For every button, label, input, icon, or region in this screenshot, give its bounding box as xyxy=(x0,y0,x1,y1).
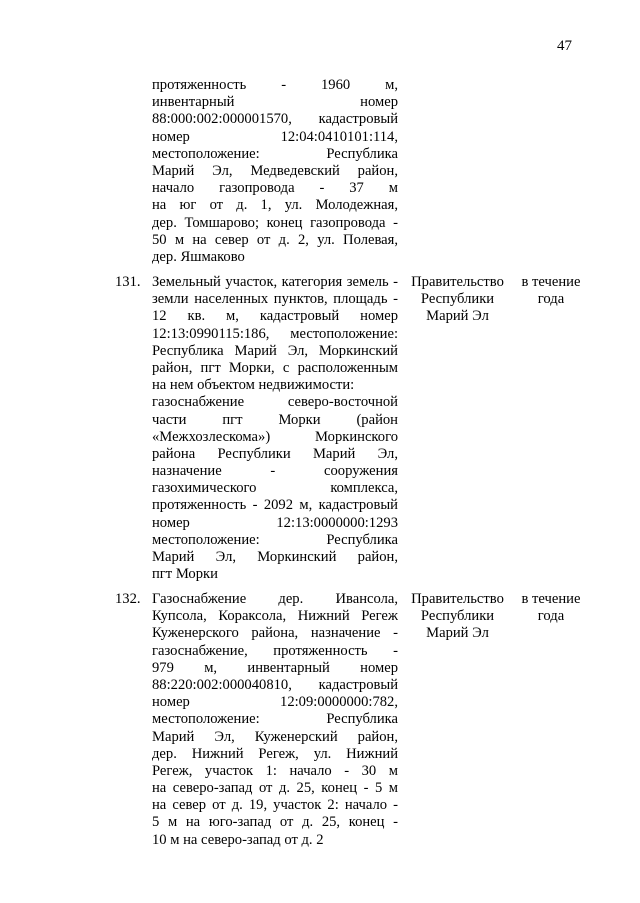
description-line: Купсола, Кораксола, Нижний Регеж xyxy=(152,608,398,625)
description-line: район, пгт Морки, с расположенным xyxy=(152,359,398,376)
responsible-line: Правительство xyxy=(411,274,504,290)
description-line: газоснабжение, протяженность - xyxy=(152,642,398,659)
entry-132-responsible xyxy=(405,591,510,643)
description-line: газоснабжение северо-восточной xyxy=(152,394,398,411)
description-line: на север от д. 19, участок 2: начало - xyxy=(152,797,398,814)
description-line: «Межхозлескома») Моркинского xyxy=(152,428,398,445)
description-line: 10 м на северо-запад от д. 2 xyxy=(152,831,324,848)
term-line: года xyxy=(537,291,565,308)
description-line: Марий Эл, Медведевский район, xyxy=(152,162,398,179)
description-line: 12 кв. м, кадастровый номер xyxy=(152,308,398,325)
responsible-line: Республики xyxy=(420,291,495,308)
description-line: местоположение: Республика xyxy=(152,531,398,548)
description-line: района Республики Марий Эл, xyxy=(152,445,398,462)
description-line: Газоснабжение дер. Ивансола, xyxy=(152,591,398,607)
description-line: протяженность - 1960 м, xyxy=(152,77,398,93)
description-line: протяженность - 2092 м, кадастровый xyxy=(152,497,398,514)
description-line: части пгт Морки (район xyxy=(152,411,398,428)
description-line: на северо-запад от д. 25, конец - 5 м xyxy=(152,780,398,797)
description-line: назначение - сооружения xyxy=(152,463,398,480)
description-line: номер 12:04:0410101:114, xyxy=(152,128,398,145)
description-line: на нем объектом недвижимости: xyxy=(152,377,355,394)
description-line: 88:220:002:000040810, кадастровый xyxy=(152,676,398,693)
entry-131-term xyxy=(514,274,588,308)
entry-132-term xyxy=(514,591,588,625)
responsible-line: Марий Эл xyxy=(426,625,489,642)
term-line: года xyxy=(537,608,565,625)
description-line: Марий Эл, Куженерский район, xyxy=(152,728,398,745)
description-line: Земельный участок, категория земель - xyxy=(152,274,398,290)
entry-number: 131. xyxy=(115,274,141,290)
description-line: Марий Эл, Моркинский район, xyxy=(152,549,398,565)
description-line: дер. Томшарово; конец газопровода - xyxy=(152,214,398,231)
description-line: 979 м, инвентарный номер xyxy=(152,659,398,676)
description-line: местоположение: Республика xyxy=(152,145,398,162)
entry-number: 132. xyxy=(115,591,141,607)
description-line: дер. Яшмаково xyxy=(152,248,245,265)
description-line: газохимического комплекса, xyxy=(152,480,398,497)
term-line: в течение xyxy=(521,274,581,290)
description-line: номер 12:09:0000000:782, xyxy=(152,694,398,711)
term-line: в течение xyxy=(521,591,581,607)
description-line: 12:13:0990115:186, местоположение: xyxy=(152,325,398,342)
entry-131-description xyxy=(152,274,398,583)
description-line: Куженерского района, назначение - xyxy=(152,625,398,642)
description-line: на юг от д. 1, ул. Молодежная, xyxy=(152,197,398,214)
responsible-line: Марий Эл xyxy=(426,308,489,325)
responsible-line: Правительство xyxy=(411,591,504,607)
responsible-line: Республики xyxy=(420,608,495,625)
description-line: номер 12:13:0000000:1293 xyxy=(152,514,398,531)
description-line: 50 м на север от д. 2, ул. Полевая, xyxy=(152,231,398,248)
description-line: местоположение: Республика xyxy=(152,711,398,728)
entry-continuation-description xyxy=(152,77,398,266)
description-line: земли населенных пунктов, площадь - xyxy=(152,291,398,308)
entry-131-responsible xyxy=(405,274,510,326)
entry-132-description xyxy=(152,591,398,849)
description-line: Регеж, участок 1: начало - 30 м xyxy=(152,762,398,779)
description-line: 5 м на юго-запад от д. 25, конец - xyxy=(152,814,398,831)
description-line: инвентарный номер xyxy=(152,94,398,111)
description-line: дер. Нижний Регеж, ул. Нижний xyxy=(152,745,398,762)
description-line: Республика Марий Эл, Моркинский xyxy=(152,342,398,359)
description-line: начало газопровода - 37 м xyxy=(152,180,398,197)
description-line: 88:000:002:000001570, кадастровый xyxy=(152,111,398,128)
description-line: пгт Морки xyxy=(152,566,218,583)
page-number: 47 xyxy=(557,38,572,54)
